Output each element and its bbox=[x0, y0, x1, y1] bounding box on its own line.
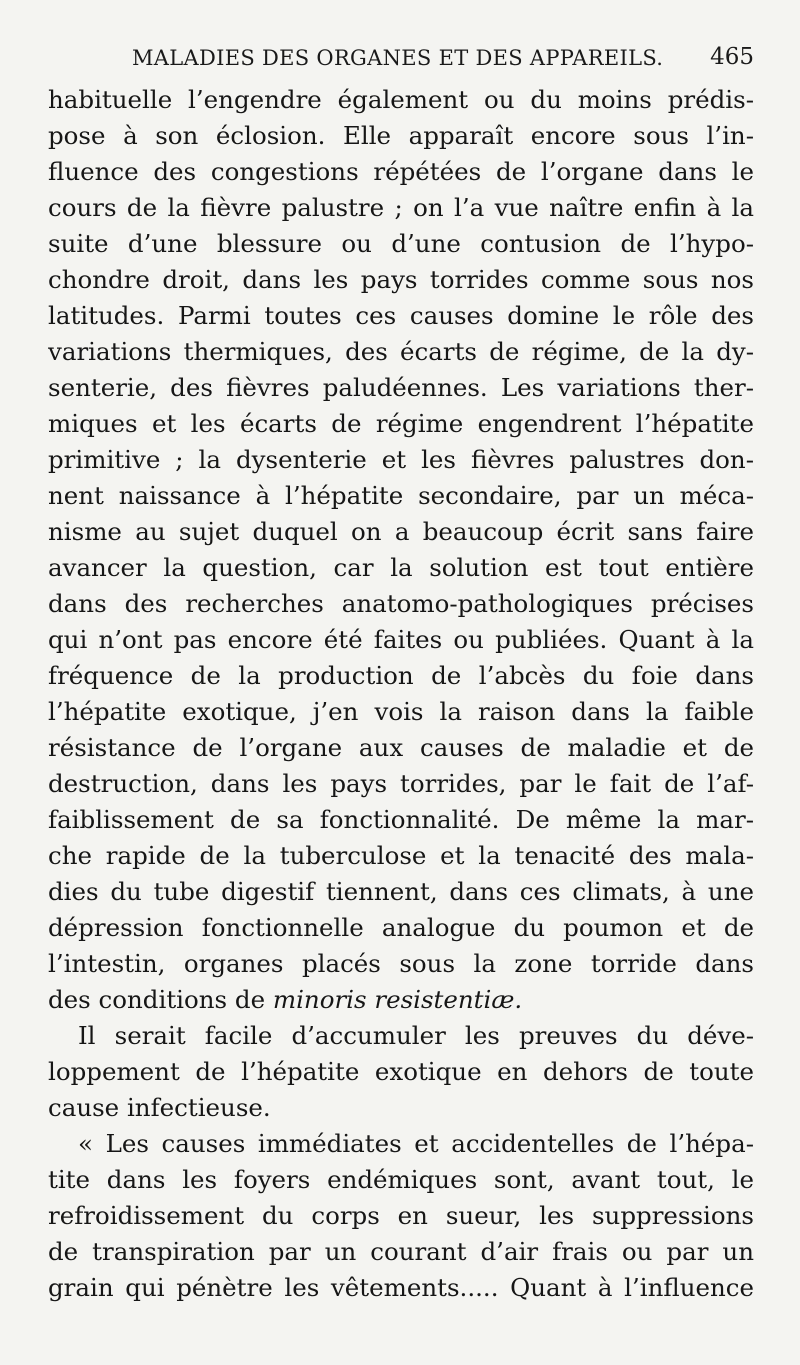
quote-line: « Les causes immédiates et accidentelles de l’hépa- bbox=[78, 1129, 754, 1158]
text-line: miques et les écarts de régime engendrent l’hépatite bbox=[48, 409, 754, 438]
text-line: nisme au sujet duquel on a beaucoup écrit sans faire bbox=[48, 517, 754, 546]
text-segment: des conditions de bbox=[48, 985, 273, 1014]
text-line: chondre droit, dans les pays torrides comme sous nos bbox=[48, 265, 754, 294]
text-line: fluence des congestions répétées de l’organe dans le bbox=[48, 157, 754, 186]
running-title: MALADIES DES ORGANES ET DES APPAREILS. bbox=[132, 46, 664, 70]
text-line: che rapide de la tuberculose et la tenacité des mala- bbox=[48, 841, 754, 870]
page-number: 465 bbox=[710, 44, 754, 70]
text-line: suite d’une blessure ou d’une contusion de l’hypo- bbox=[48, 229, 754, 258]
text-line: pose à son éclosion. Elle apparaît encore sous l’in- bbox=[48, 121, 754, 150]
text-line: faiblissement de sa fonctionnalité. De même la mar- bbox=[48, 805, 754, 834]
text-line: qui n’ont pas encore été faites ou publiées. Quant à la bbox=[48, 625, 754, 654]
text-line: résistance de l’organe aux causes de maladie et de bbox=[48, 733, 754, 762]
quote-line: grain qui pénètre les vêtements..... Quant à l’influence bbox=[48, 1273, 754, 1302]
text-line: nent naissance à l’hépatite secondaire, par un méca- bbox=[48, 481, 754, 510]
quote-line: tite dans les foyers endémiques sont, avant tout, le bbox=[48, 1165, 754, 1194]
text-line: senterie, des fièvres paludéennes. Les variations ther- bbox=[48, 373, 754, 402]
latin-phrase: minoris resistentiæ. bbox=[272, 985, 523, 1014]
text-line: avancer la question, car la solution est tout entière bbox=[48, 553, 754, 582]
text-line: fréquence de la production de l’abcès du foie dans bbox=[48, 661, 754, 690]
text-line: destruction, dans les pays torrides, par le fait de l’af- bbox=[48, 769, 754, 798]
text-line: variations thermiques, des écarts de régime, de la dy- bbox=[48, 337, 754, 366]
text-line: dans des recherches anatomo-pathologiques précises bbox=[48, 589, 754, 618]
quote-line: refroidissement du corps en sueur, les suppressions bbox=[48, 1201, 754, 1230]
quote-line: de transpiration par un courant d’air frais ou par un bbox=[48, 1237, 754, 1266]
text-line bbox=[48, 982, 754, 1018]
text-line: dépression fonctionnelle analogue du poumon et de bbox=[48, 913, 754, 942]
paragraph-line: cause infectieuse. bbox=[48, 1093, 271, 1122]
text-line: cours de la fièvre palustre ; on l’a vue naître enfin à la bbox=[48, 193, 754, 222]
paragraph-line: Il serait facile d’accumuler les preuves du déve- bbox=[78, 1021, 754, 1050]
text-line: l’hépatite exotique, j’en vois la raison dans la faible bbox=[48, 697, 754, 726]
text-line: latitudes. Parmi toutes ces causes domine le rôle des bbox=[48, 301, 754, 330]
running-head bbox=[48, 42, 754, 76]
text-line: habituelle l’engendre également ou du moins prédis- bbox=[48, 85, 754, 114]
paragraph-line: loppement de l’hépatite exotique en dehors de toute bbox=[48, 1057, 754, 1086]
text-line: l’intestin, organes placés sous la zone torride dans bbox=[48, 949, 754, 978]
text-line: dies du tube digestif tiennent, dans ces climats, à une bbox=[48, 877, 754, 906]
text-line: primitive ; la dysenterie et les fièvres palustres don- bbox=[48, 445, 754, 474]
